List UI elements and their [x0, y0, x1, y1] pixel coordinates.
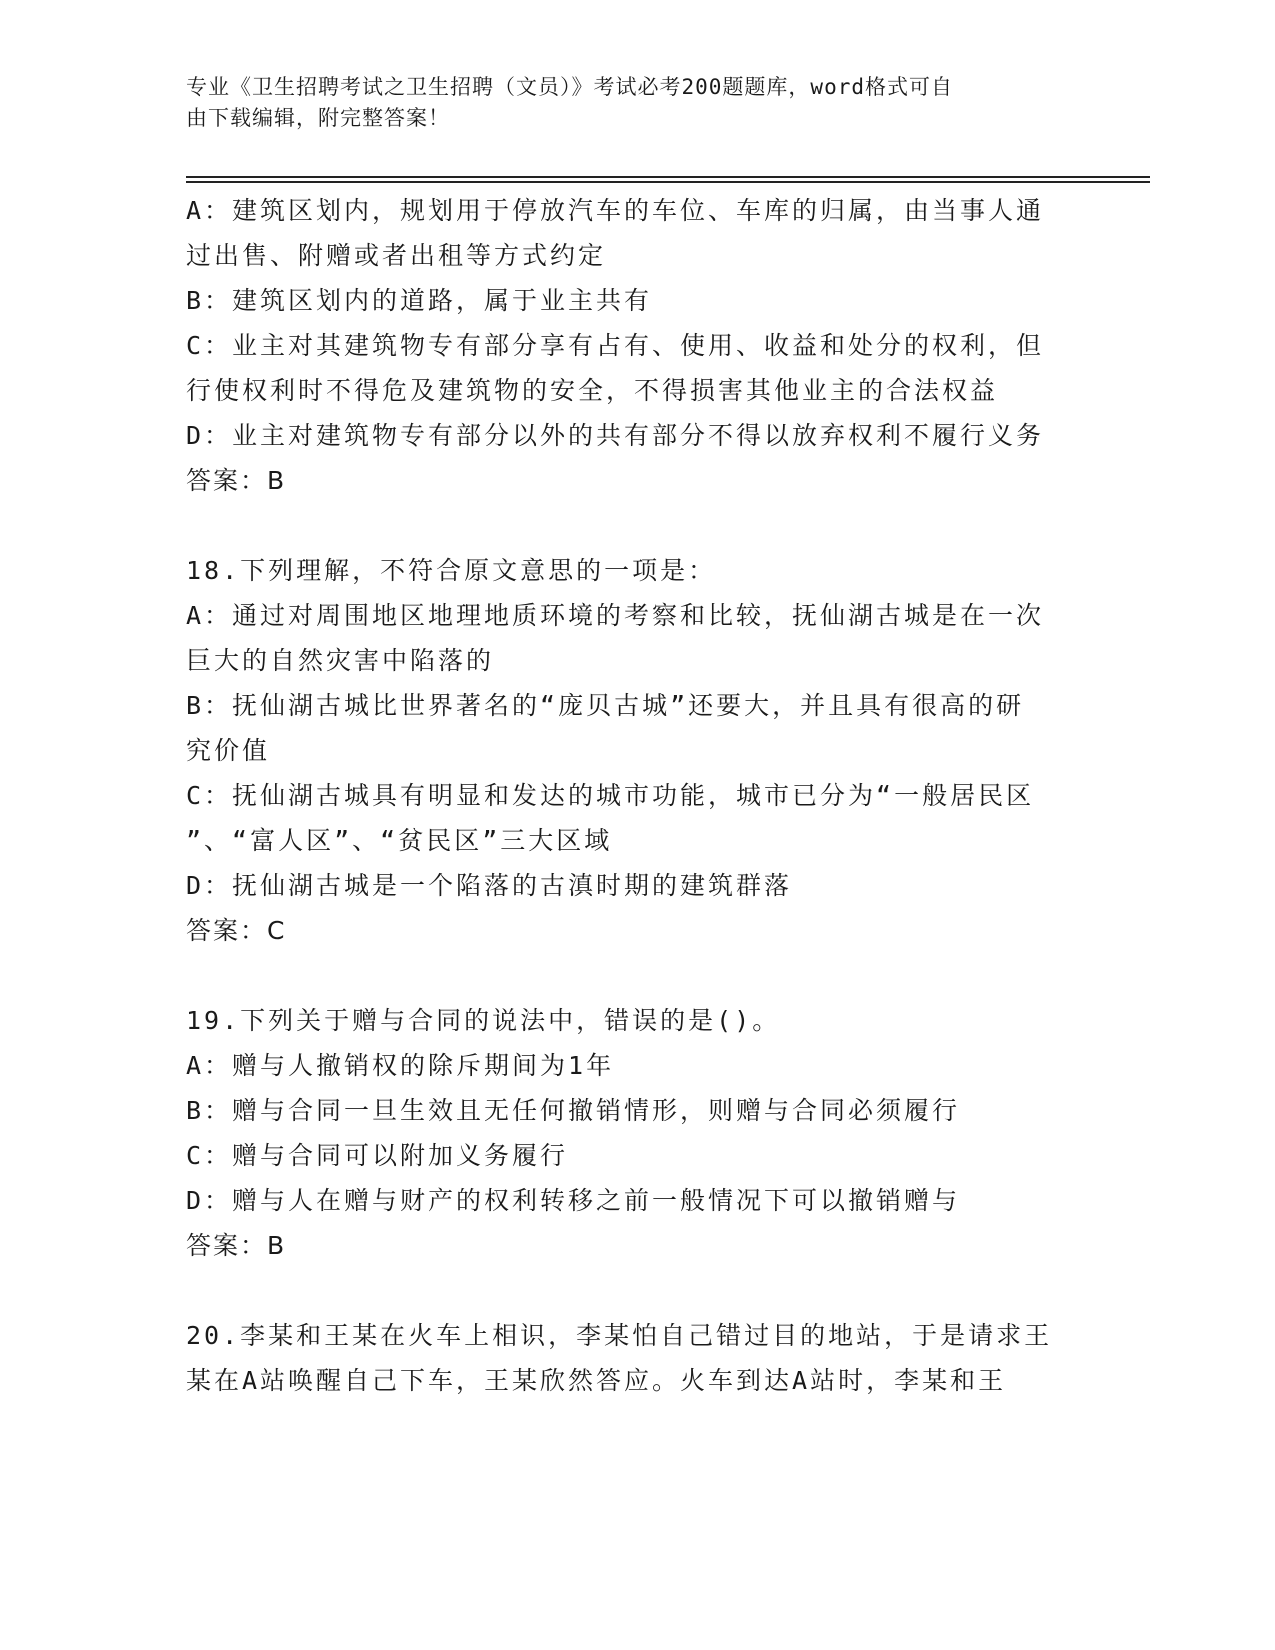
- header-title-line-2: 由下载编辑，附完整答案！: [186, 106, 450, 130]
- spacer: [186, 503, 1076, 548]
- q20-stem-line-2: 某在A站唤醒自己下车，王某欣然答应。火车到达A站时，李某和王: [186, 1366, 1007, 1395]
- q19-stem: 19.下列关于赠与合同的说法中，错误的是()。: [186, 1006, 781, 1035]
- document-header: [186, 72, 1061, 134]
- q18-option-a-line-2: 巨大的自然灾害中陷落的: [186, 646, 495, 675]
- q19-option-a: A：赠与人撤销权的除斥期间为1年: [186, 1051, 615, 1080]
- q18-option-b-line-1: B：抚仙湖古城比世界著名的“庞贝古城”还要大，并且具有很高的研: [186, 691, 1025, 720]
- q17-option-c-line-2: 行使权利时不得危及建筑物的安全，不得损害其他业主的合法权益: [186, 376, 999, 405]
- q18-option-b-line-2: 究价值: [186, 736, 271, 765]
- q18-option-c-line-1: C：抚仙湖古城具有明显和发达的城市功能，城市已分为“一般居民区: [186, 781, 1035, 810]
- q18-option-a-line-1: A：通过对周围地区地理地质环境的考察和比较，抚仙湖古城是在一次: [186, 601, 1045, 630]
- q18-answer: 答案：C: [186, 916, 287, 945]
- question-19-block: [186, 998, 1076, 1268]
- q17-option-c-line-1: C：业主对其建筑物专有部分享有占有、使用、收益和处分的权利，但: [186, 331, 1045, 360]
- q18-stem: 18.下列理解，不符合原文意思的一项是：: [186, 556, 717, 585]
- header-divider-bottom: [186, 181, 1150, 183]
- question-20-block: [186, 1313, 1076, 1403]
- header-divider-top: [186, 176, 1150, 178]
- question-18-block: [186, 548, 1076, 953]
- q20-stem-line-1: 20.李某和王某在火车上相识，李某怕自己错过目的地站，于是请求王: [186, 1321, 1053, 1350]
- q17-option-b: B：建筑区划内的道路，属于业主共有: [186, 286, 653, 315]
- q19-option-c: C：赠与合同可以附加义务履行: [186, 1141, 569, 1170]
- q17-option-a-line-2: 过出售、附赠或者出租等方式约定: [186, 241, 607, 270]
- spacer: [186, 953, 1076, 998]
- q17-option-d: D：业主对建筑物专有部分以外的共有部分不得以放弃权利不履行义务: [186, 421, 1045, 450]
- q18-option-d: D：抚仙湖古城是一个陷落的古滇时期的建筑群落: [186, 871, 793, 900]
- q19-option-d: D：赠与人在赠与财产的权利转移之前一般情况下可以撤销赠与: [186, 1186, 961, 1215]
- header-title-line-1: 专业《卫生招聘考试之卫生招聘（文员）》考试必考200题题库，word格式可自: [186, 75, 953, 99]
- q17-option-a-line-1: A：建筑区划内，规划用于停放汽车的车位、车库的归属，由当事人通: [186, 196, 1045, 225]
- document-body: [186, 188, 1076, 1403]
- spacer: [186, 1268, 1076, 1313]
- q18-option-c-line-2: ”、“富人区”、“贫民区”三大区域: [186, 826, 613, 855]
- q19-option-b: B：赠与合同一旦生效且无任何撤销情形，则赠与合同必须履行: [186, 1096, 961, 1125]
- q19-answer: 答案：B: [186, 1231, 287, 1260]
- question-17-block: [186, 188, 1076, 503]
- q17-answer: 答案：B: [186, 466, 287, 495]
